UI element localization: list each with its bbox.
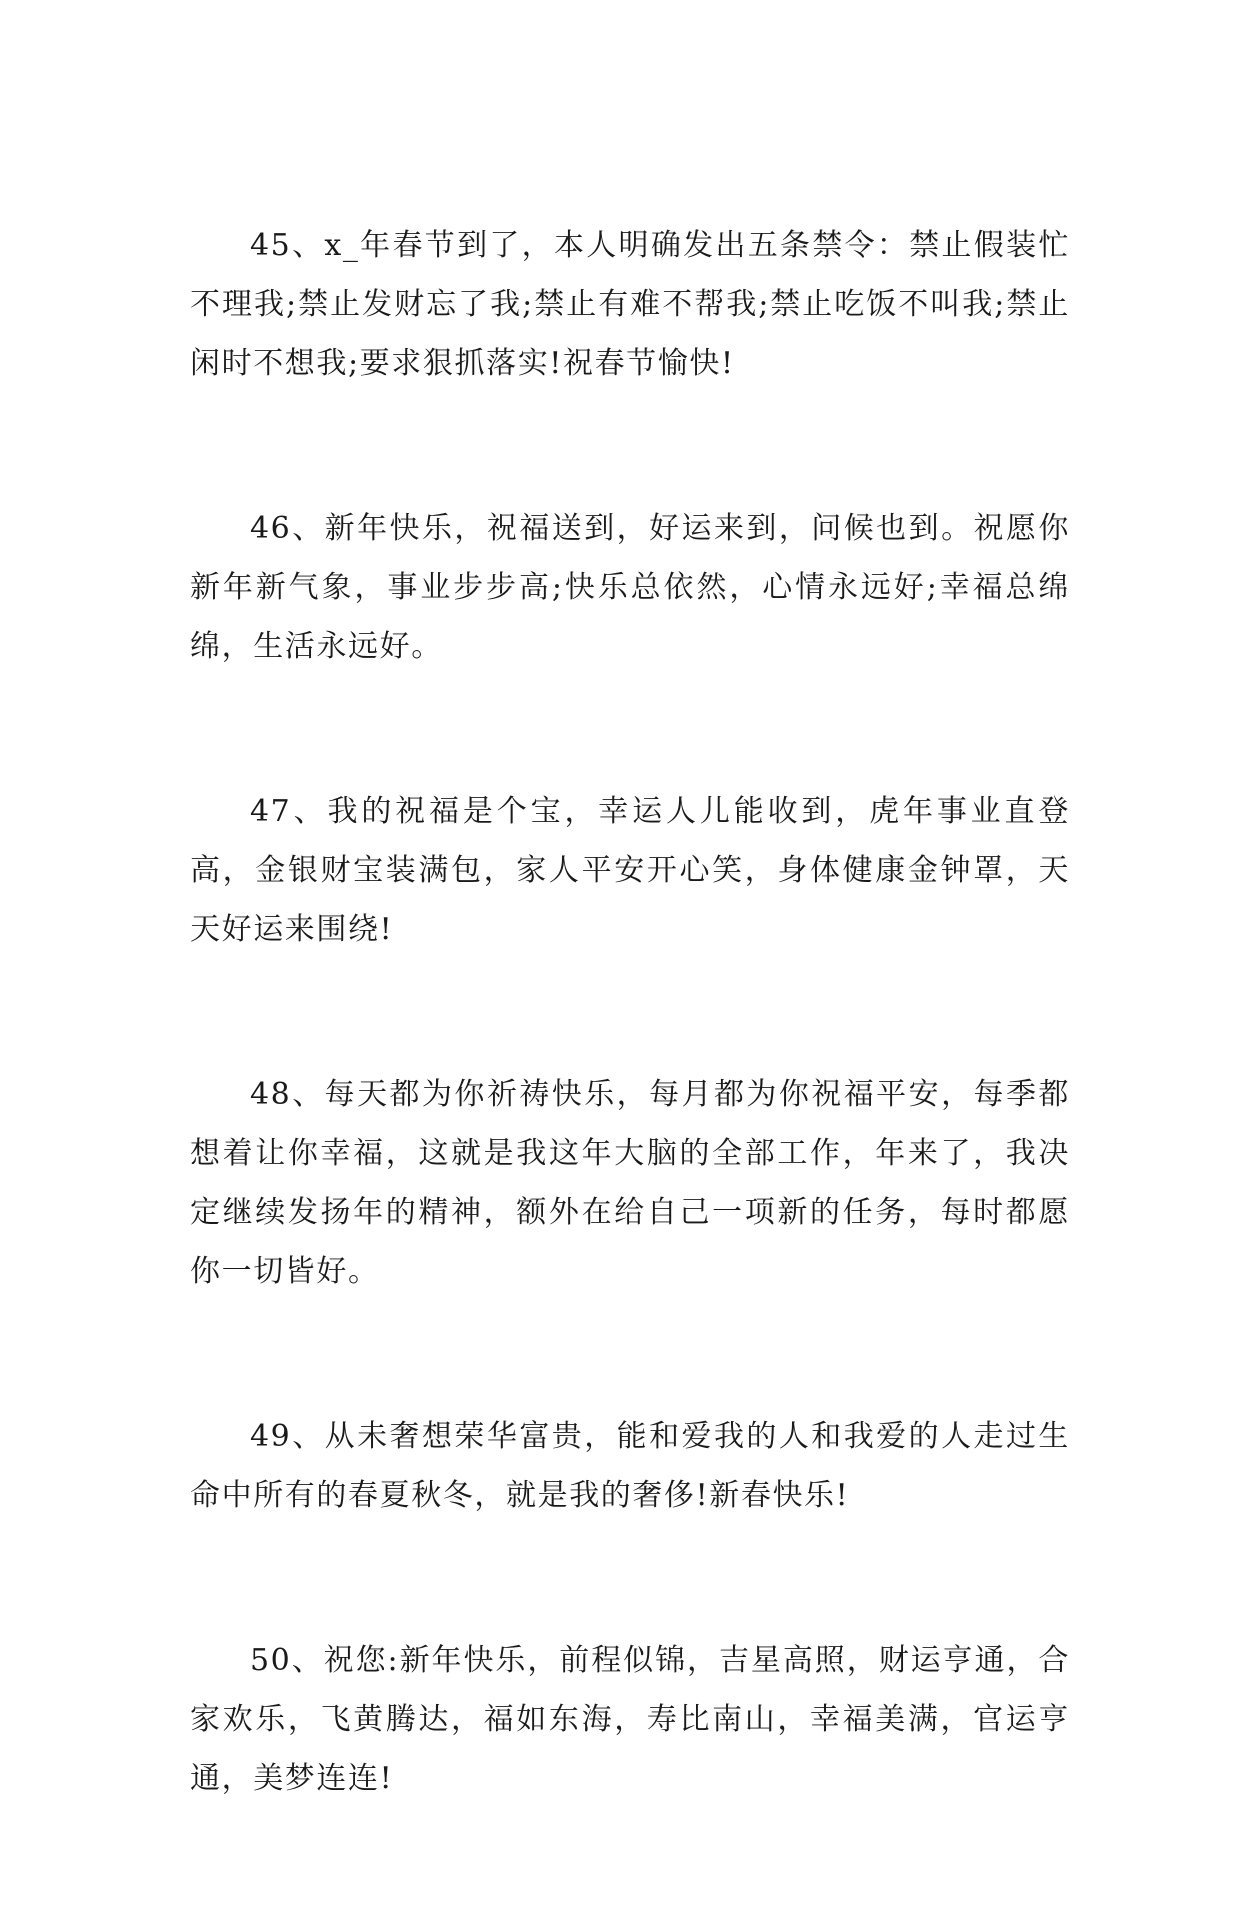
paragraph-50: 50、祝您:新年快乐，前程似锦，吉星高照，财运亨通，合家欢乐，飞黄腾达，福如东海，寿比南山，幸福美满，官运亨通，美梦连连! [190,1643,1070,1796]
paragraph-46: 46、新年快乐，祝福送到，好运来到，问候也到。祝愿你新年新气象，事业步步高;快乐总依然，心情永远好;幸福总绵绵，生活永远好。 [190,511,1070,664]
paragraph-45: 45、x_年春节到了，本人明确发出五条禁令：禁止假装忙不理我;禁止发财忘了我;禁止有难不帮我;禁止吃饭不叫我;禁止闲时不想我;要求狠抓落实!祝春节愉快! [190,228,1070,381]
paragraph-48: 48、每天都为你祈祷快乐，每月都为你祝福平安，每季都想着让你幸福，这就是我这年大脑的全部工作，年来了，我决定继续发扬年的精神，额外在给自己一项新的任务，每时都愿你一切皆好。 [190,1077,1070,1289]
document-body [190,216,1070,1914]
paragraph-47: 47、我的祝福是个宝，幸运人儿能收到，虎年事业直登高，金银财宝装满包，家人平安开心笑，身体健康金钟罩，天天好运来围绕! [190,794,1070,947]
paragraph-49: 49、从未奢想荣华富贵，能和爱我的人和我爱的人走过生命中所有的春夏秋冬，就是我的奢侈!新春快乐! [190,1419,1070,1513]
